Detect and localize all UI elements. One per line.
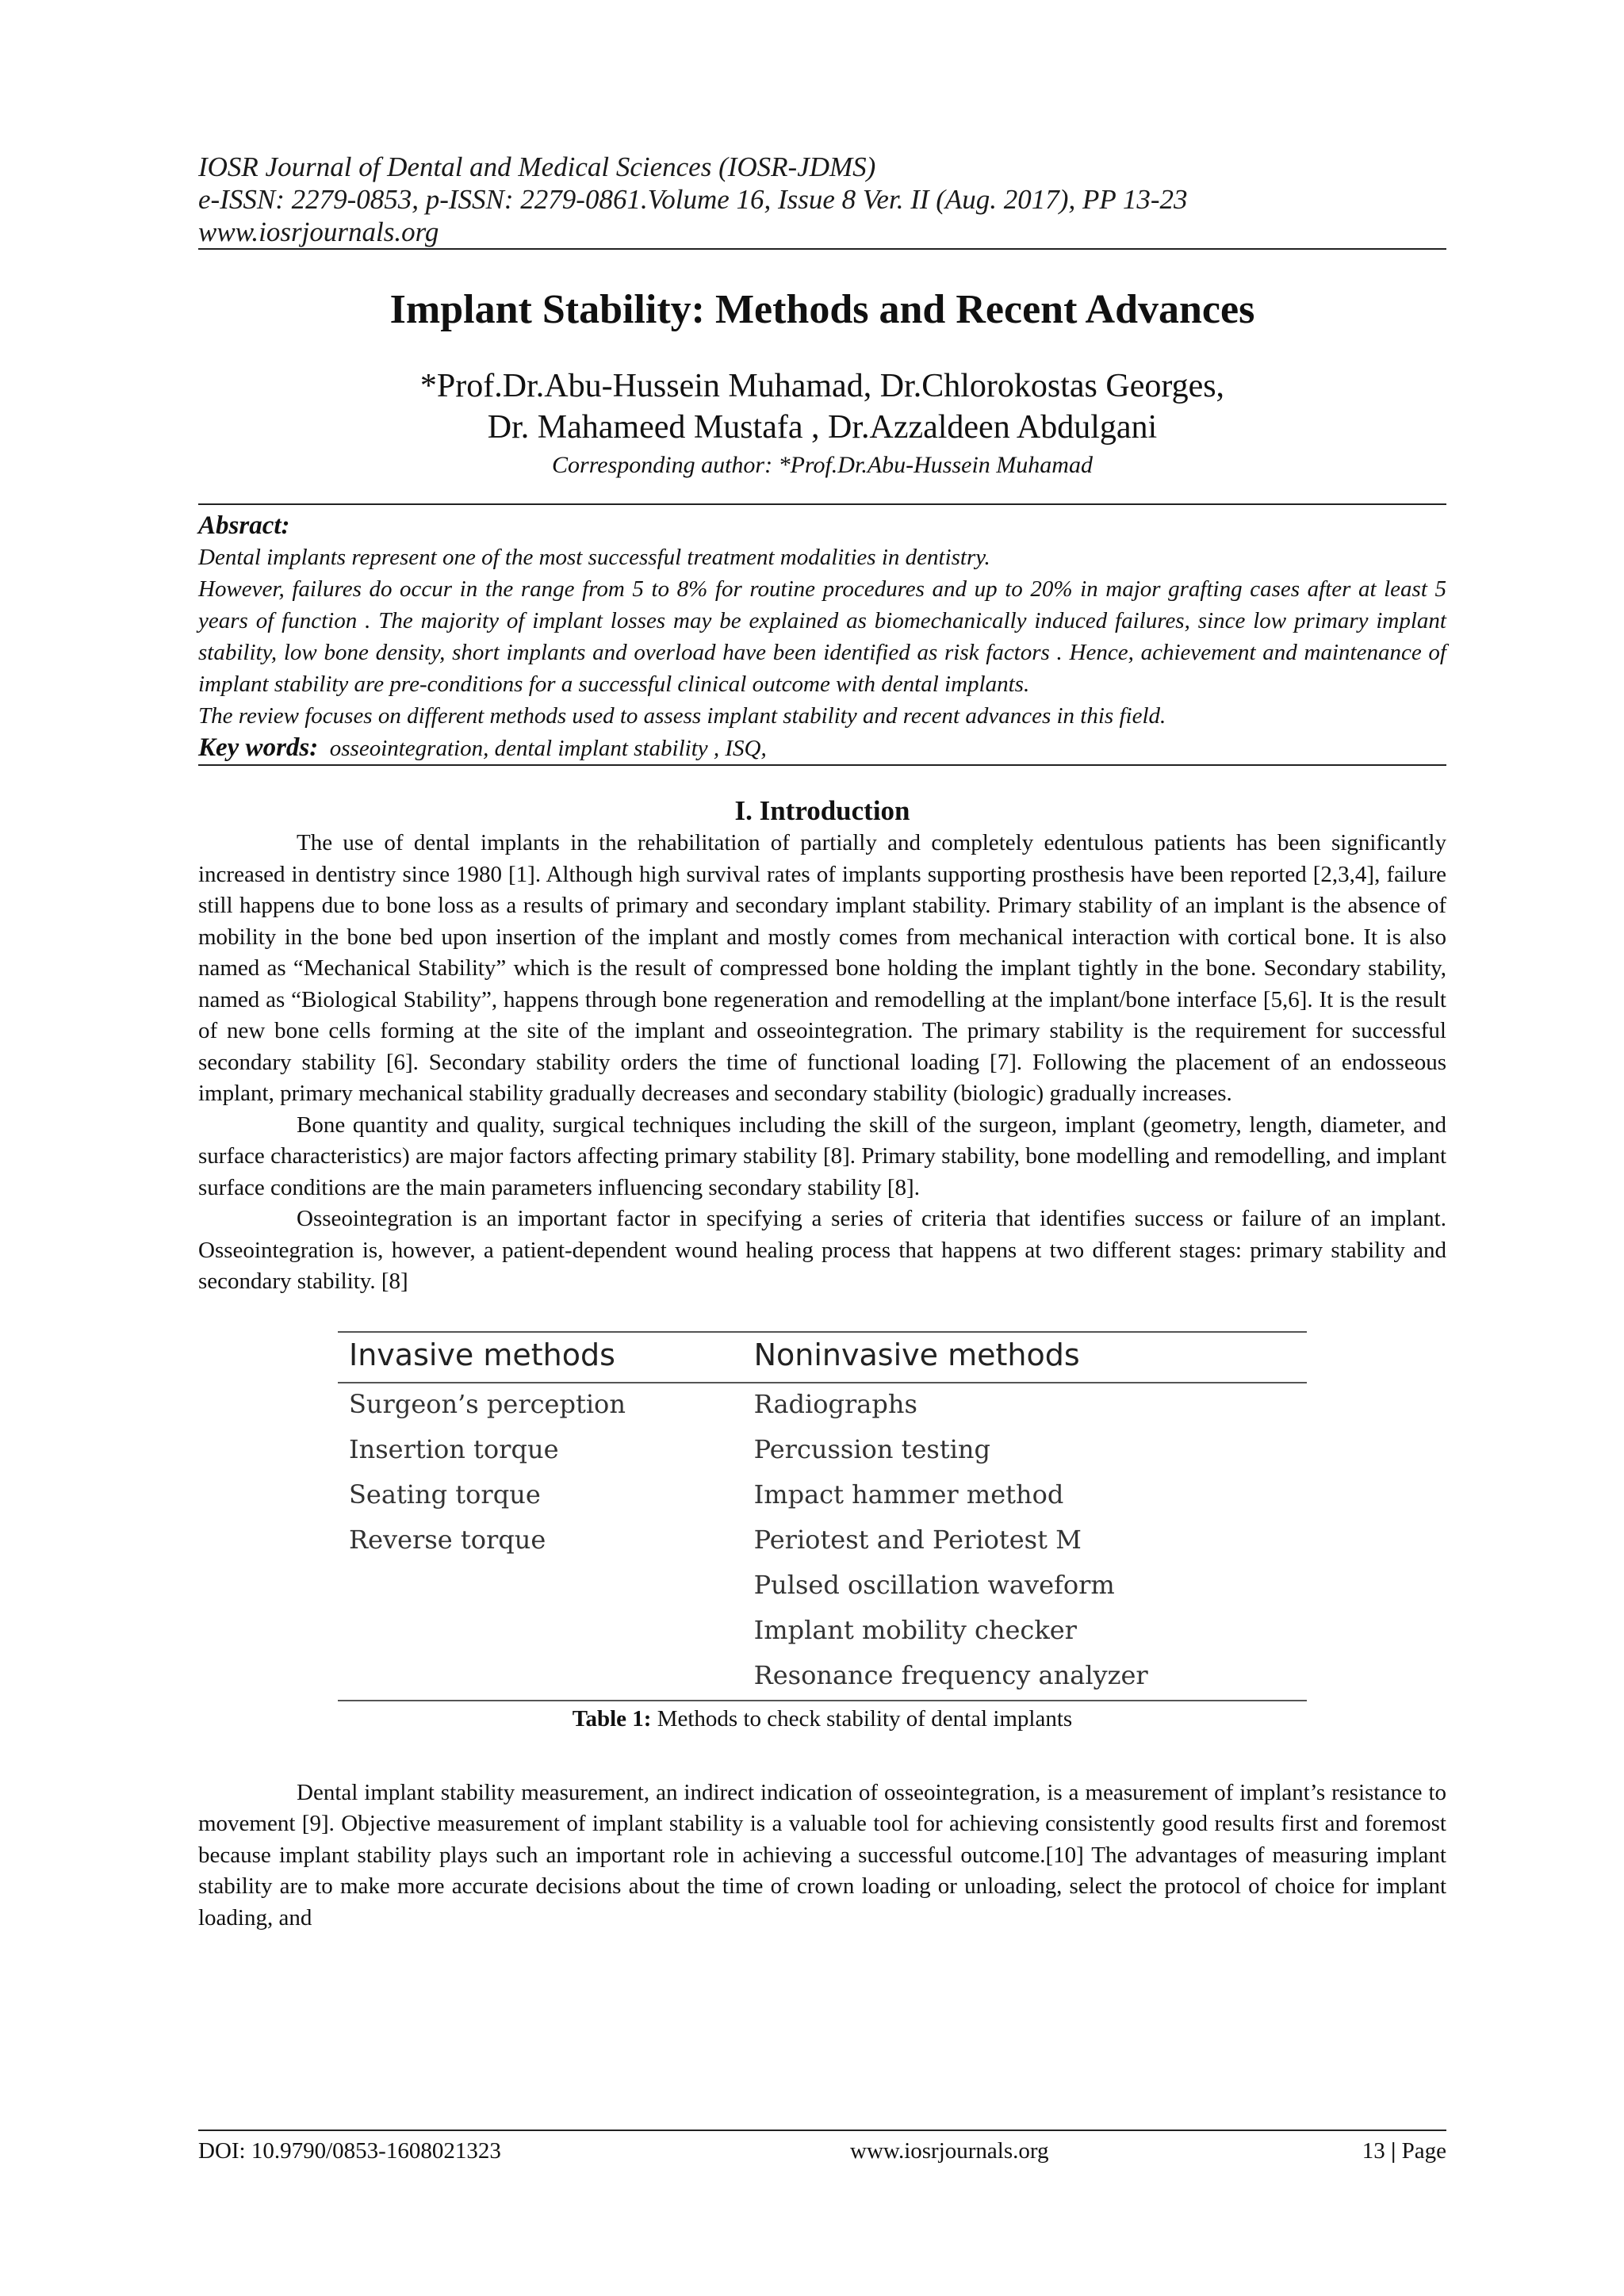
intro-paragraph-3: Osseointegration is an important factor in specifying a series of criteria that identifies success or failure of an implant. Osseointegration is, however, a patient-dependent wound healing process that happens at two different stages: primary stability and secondary stability. [8] bbox=[198, 1206, 1446, 1294]
table-row bbox=[338, 1519, 1307, 1564]
table-caption bbox=[198, 1705, 1446, 1733]
table-cell bbox=[338, 1609, 743, 1655]
table-row bbox=[338, 1429, 1307, 1474]
table-cell bbox=[338, 1564, 743, 1609]
table-row bbox=[338, 1564, 1307, 1609]
abstract-paragraph-3: The review focuses on different methods used to assess implant stability and recent advances in this field. bbox=[198, 703, 1166, 729]
table-cell: Reverse torque bbox=[349, 1524, 546, 1555]
table-cell: Insertion torque bbox=[349, 1433, 559, 1464]
abstract-paragraph-1: Dental implants represent one of the most successful treatment modalities in dentistry. bbox=[198, 545, 990, 570]
authors-line-1: *Prof.Dr.Abu-Hussein Muhamad, Dr.Chlorokostas Georges, bbox=[419, 368, 1225, 404]
footer-page-label: Page bbox=[1396, 2138, 1446, 2164]
table-row bbox=[338, 1609, 1307, 1655]
methods-table bbox=[338, 1331, 1307, 1701]
table-caption-label: Table 1: bbox=[572, 1705, 652, 1732]
footer-page-number: 13 bbox=[1362, 2138, 1385, 2164]
continuation-paragraph-1: Dental implant stability measurement, an indirect indication of osseointegration, is a measurement of implant’s resistance to movement [9]. Objective measurement of implant stability is a valuable tool for achieving consistently good results first and foremost because implant stability plays such an important role in achieving a successful outcome.[10] The advantages of measuring implant stability are to make more accurate decisions about the time of crown loading or unloading, select the protocol of choice for implant loading, and bbox=[198, 1779, 1446, 1931]
abstract-top-rule bbox=[198, 503, 1446, 505]
table-caption-text: Methods to check stability of dental implants bbox=[651, 1705, 1073, 1732]
header-rule bbox=[198, 248, 1446, 250]
journal-website: www.iosrjournals.org bbox=[198, 216, 439, 247]
abstract-paragraph-2: However, failures do occur in the range from 5 to 8% for routine procedures and up to 20% in major grafting cases after at least 5 years of function . The majority of implant losses may be explained as biomechanically induced failures, since low primary implant stability, low bone density, short implants and overload have been identified as risk factors . Hence, achievement and maintenance of implant stability are pre-conditions for a successful clinical outcome with dental implants. bbox=[198, 576, 1446, 697]
authors-line-2: Dr. Mahameed Mustafa , Dr.Azzaldeen Abdulgani bbox=[487, 409, 1158, 446]
continuation-body bbox=[198, 1777, 1446, 1934]
journal-name: IOSR Journal of Dental and Medical Sciences (IOSR-JDMS) bbox=[198, 151, 876, 182]
footer-website: www.iosrjournals.org bbox=[850, 2138, 1049, 2164]
abstract-heading: Absract: bbox=[198, 511, 290, 540]
table-cell: Pulsed oscillation waveform bbox=[753, 1569, 1115, 1600]
table-cell: Percussion testing bbox=[753, 1433, 990, 1464]
table-header-row bbox=[338, 1332, 1307, 1383]
section-heading-introduction: I. Introduction bbox=[734, 795, 910, 826]
table-row bbox=[338, 1655, 1307, 1701]
table-cell: Resonance frequency analyzer bbox=[743, 1655, 1307, 1701]
intro-paragraph-2: Bone quantity and quality, surgical techniques including the skill of the surgeon, implant (geometry, length, diameter, and surface characteristics) are major factors affecting primary stability [8]. Primary stability, bone modelling and remodelling, and implant surface conditions are the main parameters influencing secondary stability [8]. bbox=[198, 1112, 1446, 1200]
table-cell: Implant mobility checker bbox=[753, 1614, 1077, 1645]
table-cell: Surgeon’s perception bbox=[349, 1388, 626, 1419]
abstract-bottom-rule bbox=[198, 764, 1446, 766]
keywords-text: osseointegration, dental implant stability , ISQ, bbox=[329, 736, 767, 761]
table-row bbox=[338, 1383, 1307, 1429]
paper-title: Implant Stability: Methods and Recent Advances bbox=[389, 287, 1255, 332]
table-cell: Seating torque bbox=[349, 1479, 541, 1510]
footer-page bbox=[1362, 2136, 1446, 2166]
keywords bbox=[198, 732, 1446, 764]
introduction-body bbox=[198, 828, 1446, 1298]
corresponding-author: Corresponding author: *Prof.Dr.Abu-Hussein Muhamad bbox=[552, 452, 1093, 478]
page bbox=[198, 151, 1446, 1934]
author-list bbox=[198, 365, 1446, 448]
footer-page-separator: | bbox=[1390, 2138, 1396, 2164]
keywords-label: Key words: bbox=[198, 733, 319, 762]
page-footer bbox=[198, 2130, 1446, 2164]
footer-doi: DOI: 10.9790/0853-1608021323 bbox=[198, 2138, 501, 2164]
journal-issn: e-ISSN: 2279-0853, p-ISSN: 2279-0861.Volume 16, Issue 8 Ver. II (Aug. 2017), PP 13-23 bbox=[198, 184, 1188, 215]
table-cell: Periotest and Periotest M bbox=[753, 1524, 1082, 1555]
intro-paragraph-1: The use of dental implants in the rehabilitation of partially and completely edentulous patients has been significantly increased in dentistry since 1980 [1]. Although high survival rates of implants supporting prosthesis have been reported [2,3,4], failure still happens due to bone loss as a results of primary and secondary implant stability. Primary stability of an implant is the absence of mobility in the bone bed upon insertion of the implant and mostly comes from mechanical interaction with cortical bone. It is also named as “Mechanical Stability” which is the result of compressed bone holding the implant tightly in the bone. Secondary stability, named as “Biological Stability”, happens through bone regeneration and remodelling at the implant/bone interface [5,6]. It is the result of new bone cells forming at the site of the implant and osseointegration. The primary stability is the requirement for successful secondary stability [6]. Secondary stability orders the time of functional loading [7]. Following the placement of an endosseous implant, primary mechanical stability gradually decreases and secondary stability (biologic) gradually increases. bbox=[198, 830, 1446, 1106]
table-header-invasive: Invasive methods bbox=[338, 1332, 743, 1383]
table-header-noninvasive: Noninvasive methods bbox=[743, 1332, 1307, 1383]
table-cell: Radiographs bbox=[753, 1388, 917, 1419]
table-cell: Impact hammer method bbox=[753, 1479, 1064, 1510]
abstract-body bbox=[198, 541, 1446, 732]
table-row bbox=[338, 1474, 1307, 1519]
methods-table-figure bbox=[338, 1331, 1307, 1701]
table-cell bbox=[338, 1655, 743, 1701]
